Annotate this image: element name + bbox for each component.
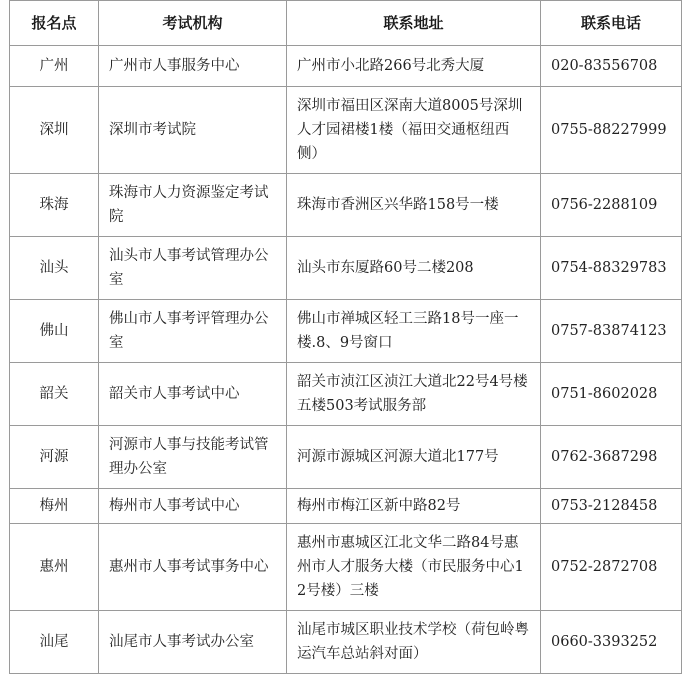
cell-city: 韶关 xyxy=(10,363,99,426)
cell-city: 汕尾 xyxy=(10,611,99,674)
cell-phone: 0751-8602028 xyxy=(541,363,682,426)
table-row xyxy=(10,87,682,174)
cell-phone: 020-83556708 xyxy=(541,46,682,87)
header-city: 报名点 xyxy=(10,1,99,46)
table-header-row xyxy=(10,1,682,46)
header-address: 联系地址 xyxy=(287,1,541,46)
cell-org: 河源市人事与技能考试管理办公室 xyxy=(99,426,287,489)
cell-city: 梅州 xyxy=(10,489,99,524)
cell-phone: 0762-3687298 xyxy=(541,426,682,489)
cell-phone: 0752-2872708 xyxy=(541,524,682,611)
table-row xyxy=(10,489,682,524)
cell-phone: 0754-88329783 xyxy=(541,237,682,300)
table-row xyxy=(10,426,682,489)
cell-phone: 0757-83874123 xyxy=(541,300,682,363)
header-org: 考试机构 xyxy=(99,1,287,46)
cell-address: 梅州市梅江区新中路82号 xyxy=(287,489,541,524)
cell-city: 广州 xyxy=(10,46,99,87)
table-row xyxy=(10,300,682,363)
cell-org: 广州市人事服务中心 xyxy=(99,46,287,87)
cell-org: 佛山市人事考评管理办公室 xyxy=(99,300,287,363)
cell-org: 深圳市考试院 xyxy=(99,87,287,174)
table-row xyxy=(10,237,682,300)
cell-phone: 0660-3393252 xyxy=(541,611,682,674)
cell-city: 珠海 xyxy=(10,174,99,237)
cell-city: 河源 xyxy=(10,426,99,489)
cell-address: 韶关市浈江区浈江大道北22号4号楼五楼503考试服务部 xyxy=(287,363,541,426)
cell-address: 河源市源城区河源大道北177号 xyxy=(287,426,541,489)
cell-phone: 0753-2128458 xyxy=(541,489,682,524)
cell-org: 韶关市人事考试中心 xyxy=(99,363,287,426)
table-row xyxy=(10,611,682,674)
cell-city: 汕头 xyxy=(10,237,99,300)
cell-phone: 0755-88227999 xyxy=(541,87,682,174)
table-row xyxy=(10,524,682,611)
cell-city: 惠州 xyxy=(10,524,99,611)
cell-address: 汕尾市城区职业技术学校（荷包岭粤运汽车总站斜对面） xyxy=(287,611,541,674)
cell-address: 惠州市惠城区江北文华二路84号惠州市人才服务大楼（市民服务中心12号楼）三楼 xyxy=(287,524,541,611)
table-row xyxy=(10,363,682,426)
cell-org: 珠海市人力资源鉴定考试院 xyxy=(99,174,287,237)
cell-phone: 0756-2288109 xyxy=(541,174,682,237)
exam-contact-table xyxy=(9,0,682,674)
cell-org: 汕尾市人事考试办公室 xyxy=(99,611,287,674)
cell-address: 珠海市香洲区兴华路158号一楼 xyxy=(287,174,541,237)
cell-address: 佛山市禅城区轻工三路18号一座一楼.8、9号窗口 xyxy=(287,300,541,363)
header-phone: 联系电话 xyxy=(541,1,682,46)
cell-address: 深圳市福田区深南大道8005号深圳人才园裙楼1楼（福田交通枢纽西侧） xyxy=(287,87,541,174)
cell-org: 梅州市人事考试中心 xyxy=(99,489,287,524)
table-row xyxy=(10,46,682,87)
cell-org: 汕头市人事考试管理办公室 xyxy=(99,237,287,300)
cell-city: 佛山 xyxy=(10,300,99,363)
cell-org: 惠州市人事考试事务中心 xyxy=(99,524,287,611)
cell-city: 深圳 xyxy=(10,87,99,174)
cell-address: 汕头市东厦路60号二楼208 xyxy=(287,237,541,300)
table-row xyxy=(10,174,682,237)
cell-address: 广州市小北路266号北秀大厦 xyxy=(287,46,541,87)
